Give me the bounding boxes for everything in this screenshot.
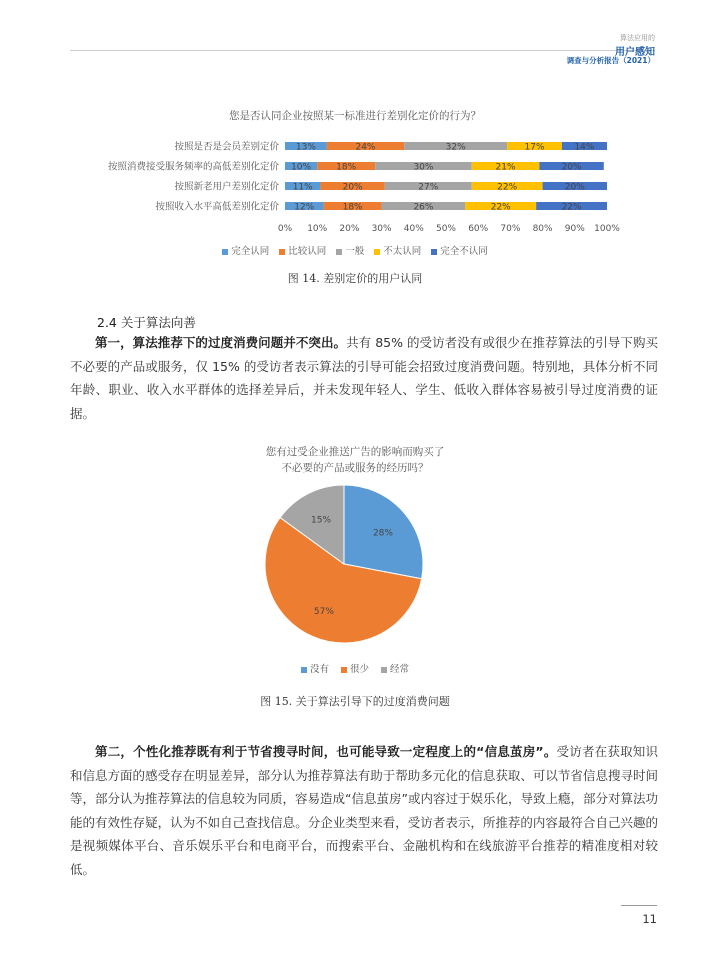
paragraph-2 <box>70 740 658 882</box>
x-tick-label: 20% <box>339 224 360 234</box>
paragraph-2-body: 受访者在获取知识和信息方面的感受存在明显差异，部分认为推荐算法有助于帮助多元化的信息获取、可以节省信息搜寻时间等，部分认为推荐算法的信息较为同质，容易造成“信息茧房”或内容过于娱乐化，导致上瘾，部分对算法功能的有效性存疑，认为不如自己查找信息。分企业类型来看，受访者表示，所推荐的内容最符合自己兴趣的是视频媒体平台、音乐娱乐平台和电商平台，而搜索平台、金融机构和在线旅游平台推荐的精准度相对较低。 <box>70 744 658 877</box>
legend-label: 很少 <box>349 664 369 675</box>
bar-data-label: 22% <box>497 182 518 193</box>
bar-data-label: 20% <box>561 162 582 173</box>
bar-data-label: 22% <box>490 202 511 213</box>
legend-swatch <box>341 667 347 673</box>
legend-label: 经常 <box>390 664 410 675</box>
x-tick-label: 50% <box>435 224 457 234</box>
legend-item <box>374 246 421 257</box>
bar-category-label: 按照消费接受服务频率的高低差别化定价 <box>107 161 279 173</box>
legend-swatch <box>336 249 342 255</box>
legend-item <box>341 664 369 675</box>
legend-item <box>279 246 326 257</box>
legend-swatch <box>381 667 387 673</box>
bar-data-label: 20% <box>564 182 585 193</box>
pie-data-label: 28% <box>372 528 393 539</box>
bar-data-label: 12% <box>294 202 315 213</box>
header-title: 用户感知 <box>615 47 655 58</box>
figure15-caption: 图 15. 关于算法引导下的过度消费问题 <box>260 695 450 708</box>
page-number: 11 <box>642 912 657 926</box>
legend-item <box>431 246 488 257</box>
x-tick-label: 30% <box>371 224 392 234</box>
x-tick-label: 40% <box>403 224 424 234</box>
bar-data-label: 13% <box>295 142 316 153</box>
paragraph-1 <box>70 331 658 425</box>
chart2-title <box>0 444 710 476</box>
bar-data-label: 14% <box>574 142 595 153</box>
legend-swatch <box>301 667 307 673</box>
bar-data-label: 20% <box>342 182 363 193</box>
bar-data-label: 22% <box>561 202 582 213</box>
x-tick-label: 90% <box>564 224 585 234</box>
header-line1: 算法应用的 <box>620 34 655 42</box>
legend-swatch <box>374 249 380 255</box>
bar-data-label: 27% <box>418 182 439 193</box>
legend-label: 完全不认同 <box>440 246 488 257</box>
x-tick-label: 80% <box>532 224 553 234</box>
stacked-bar-chart <box>0 130 710 240</box>
legend-swatch <box>222 249 228 255</box>
bar-category-label: 按照是否是会员差别定价 <box>174 141 279 153</box>
pie-data-label: 15% <box>311 515 332 526</box>
paragraph-1-body: 共有 85% 的受访者没有或很少在推荐算法的引导下购买不必要的产品或服务，仅 15% 的受访者表示算法的引导可能会招致过度消费问题。特别地，具体分析不同年龄、职业、收入水平群体的选择差异后，并未发现年轻人、学生、低收入群体容易被引导过度消费的证据。 <box>70 335 658 421</box>
bar-data-label: 21% <box>495 162 516 173</box>
paragraph-2-lead: 第二，个性化推荐既有利于节省搜寻时间，也可能导致一定程度上的“信息茧房”。 <box>95 744 557 759</box>
legend-item <box>381 664 409 675</box>
legend-swatch <box>431 249 437 255</box>
bar-data-label: 10% <box>291 162 312 173</box>
pie-chart <box>260 484 430 654</box>
bar-data-label: 32% <box>445 142 466 153</box>
bar-category-label: 按照新老用户差别化定价 <box>174 181 279 193</box>
page-number-rule <box>621 905 657 906</box>
x-tick-label: 100% <box>594 224 620 234</box>
legend-label: 比较认同 <box>288 246 327 257</box>
section-title: 2.4 关于算法向善 <box>97 315 196 330</box>
figure14-caption: 图 14. 差别定价的用户认同 <box>287 272 423 285</box>
bar-data-label: 11% <box>292 182 313 193</box>
bar-data-label: 17% <box>524 142 545 153</box>
chart1-title: 您是否认同企业按照某一标准进行差别化定价的行为？ <box>229 110 481 122</box>
paragraph-1-lead: 第一，算法推荐下的过度消费问题并不突出。 <box>95 335 347 350</box>
legend-label: 不太认同 <box>383 246 422 257</box>
legend-item <box>336 246 364 257</box>
bar-category-label: 按照收入水平高低差别化定价 <box>155 201 279 213</box>
legend-item <box>301 664 329 675</box>
page-header <box>0 0 710 70</box>
pie-data-label: 57% <box>313 606 334 617</box>
header-subtitle: 调查与分析报告（2021） <box>566 56 655 65</box>
chart1-legend <box>0 243 710 257</box>
legend-label: 一般 <box>345 246 365 257</box>
legend-label: 完全认同 <box>231 246 270 257</box>
x-tick-label: 10% <box>307 224 328 234</box>
bar-data-label: 18% <box>336 162 357 173</box>
legend-label: 没有 <box>309 664 329 675</box>
bar-data-label: 24% <box>355 142 376 153</box>
chart2-legend <box>0 661 710 675</box>
x-tick-label: 60% <box>468 224 489 234</box>
chart2-title-line1: 您有过受企业推送广告的影响而购买了 <box>265 446 445 458</box>
bar-data-label: 26% <box>413 202 434 213</box>
chart2-title-line2: 不必要的产品或服务的经历吗？ <box>281 462 429 474</box>
bar-data-label: 18% <box>342 202 363 213</box>
legend-item <box>222 246 269 257</box>
header-rule <box>70 50 655 51</box>
x-tick-label: 70% <box>500 224 521 234</box>
legend-swatch <box>279 249 285 255</box>
x-tick-label: 0% <box>277 224 293 234</box>
bar-data-label: 30% <box>413 162 434 173</box>
